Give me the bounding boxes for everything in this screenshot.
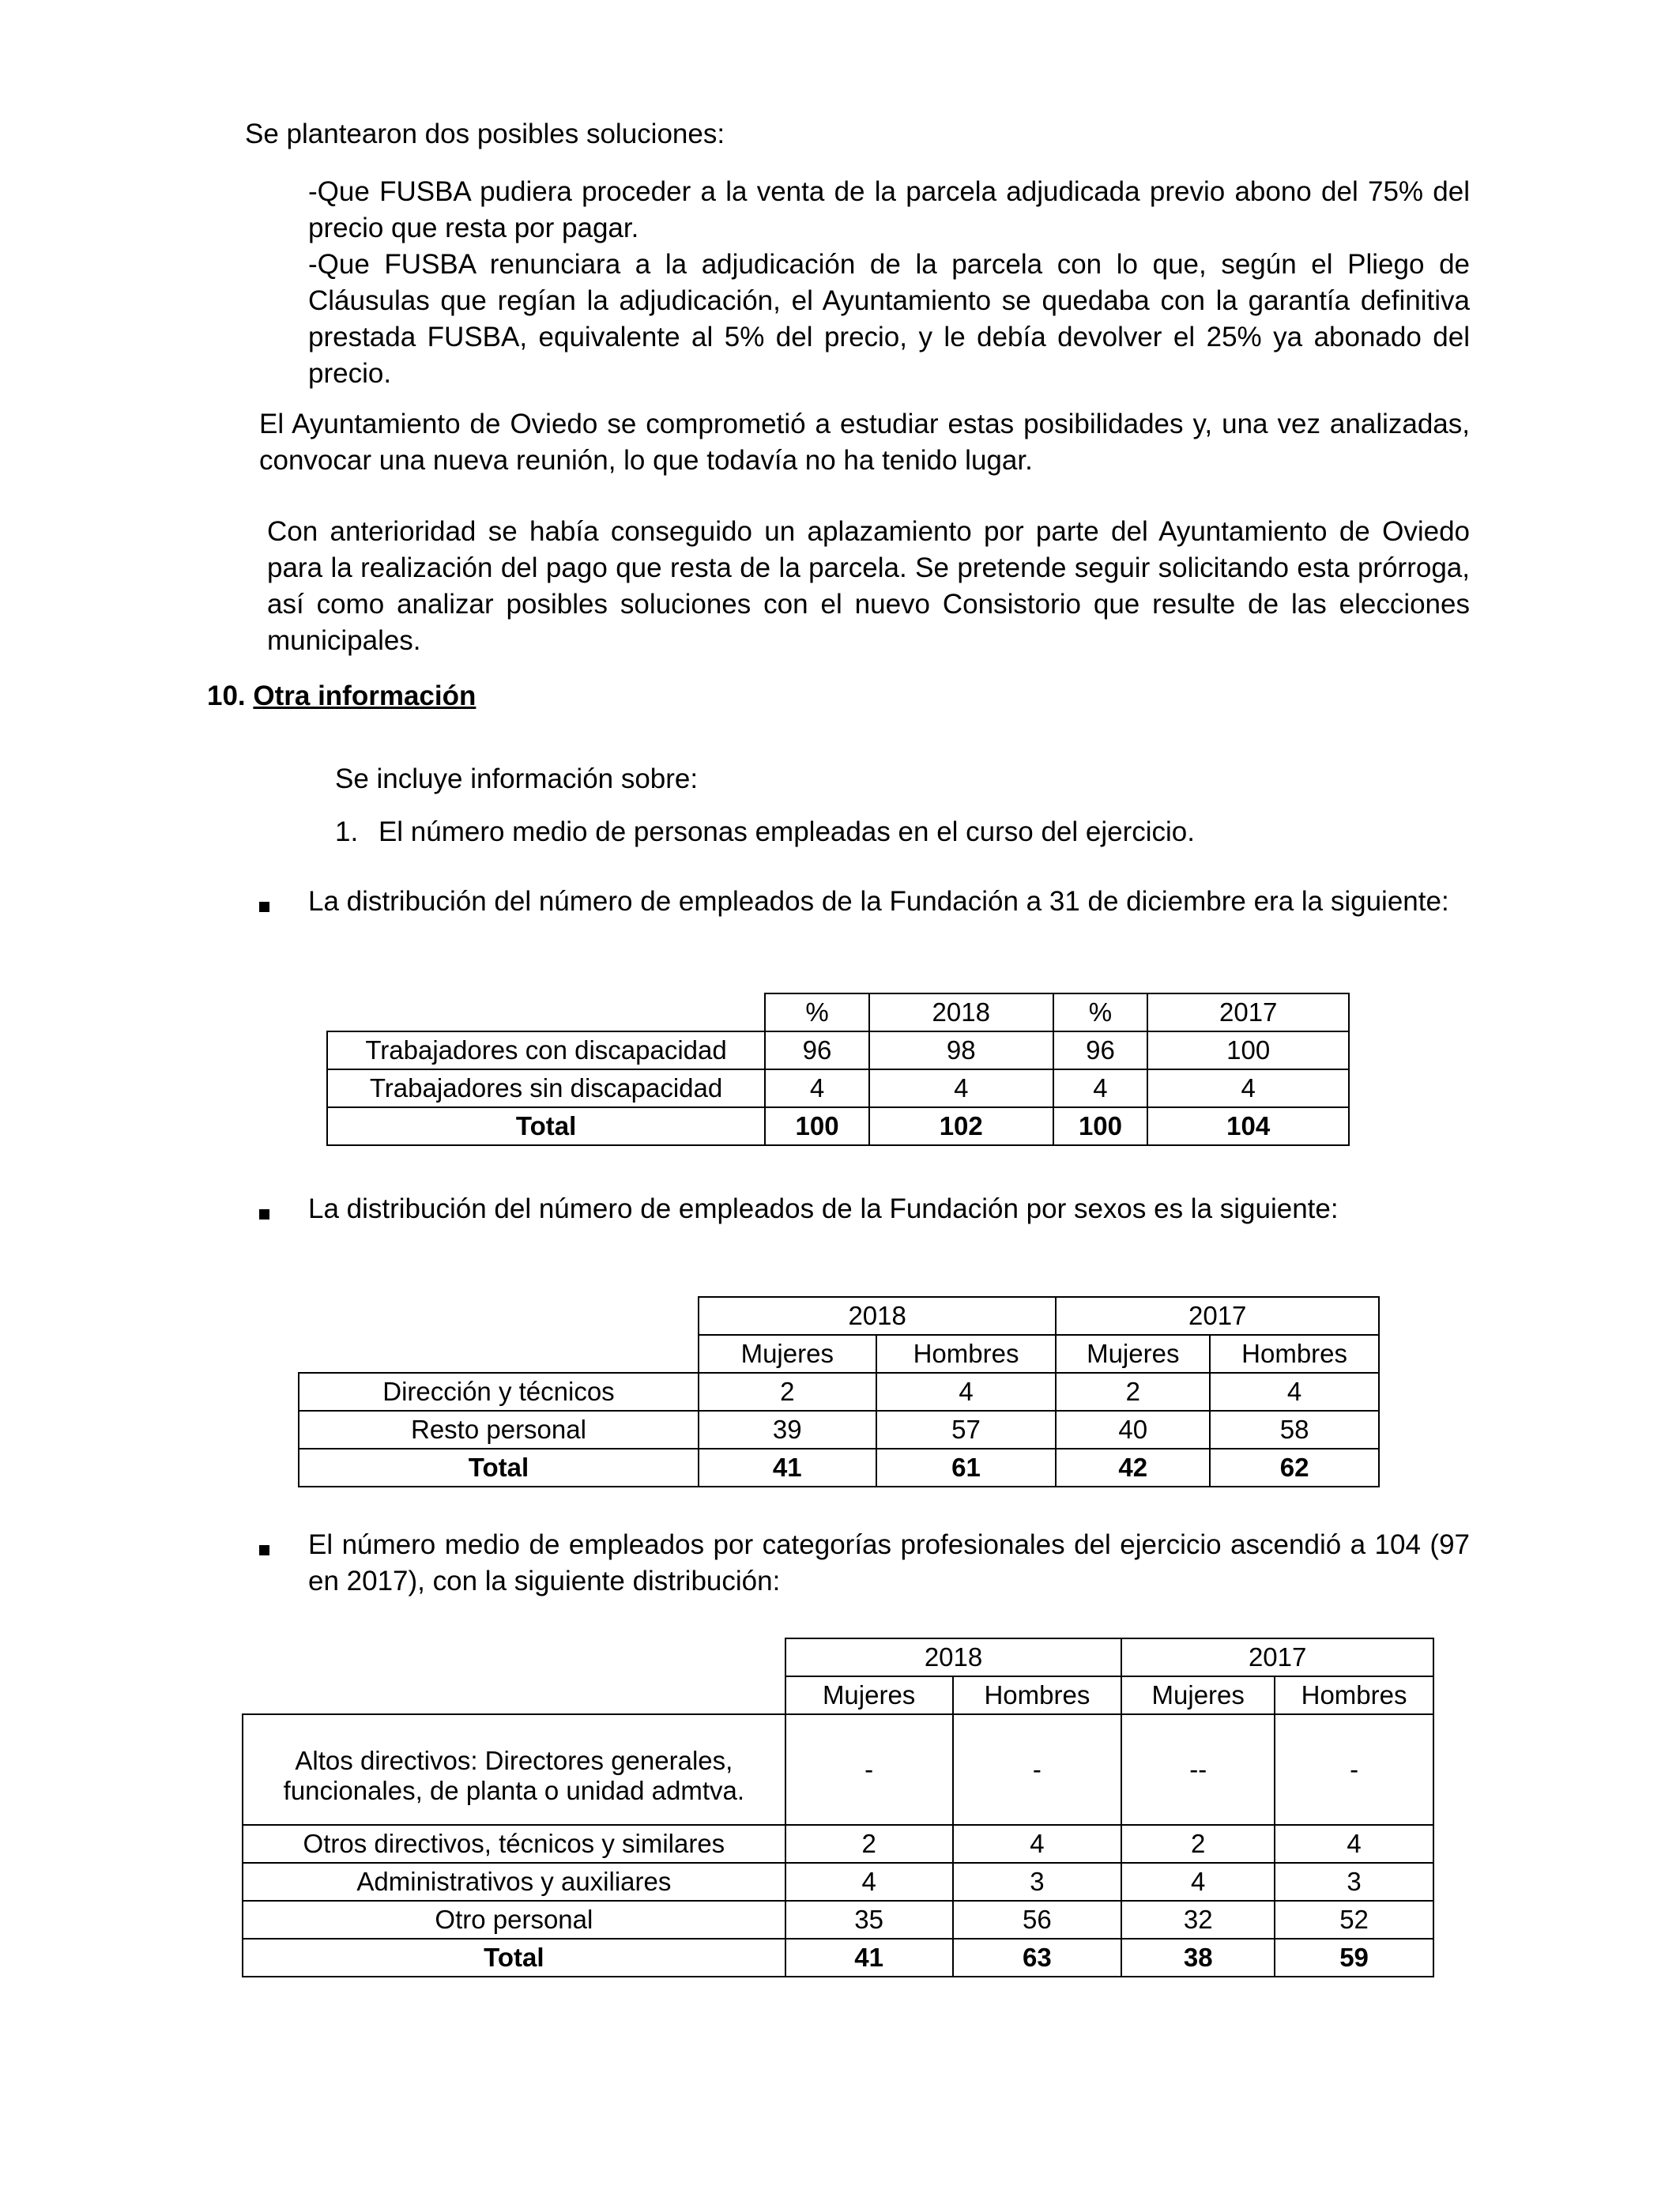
section-number: 10. — [207, 680, 246, 711]
intro-lead: Se plantearon dos posibles soluciones: — [245, 119, 725, 149]
total-cell: 41 — [785, 1939, 953, 1977]
cell: 40 — [1056, 1411, 1210, 1449]
cell: 100 — [1147, 1031, 1349, 1069]
year-header: 2017 — [1056, 1297, 1379, 1335]
square-bullet-icon — [259, 1209, 269, 1220]
cell: 35 — [785, 1901, 953, 1939]
total-cell: 102 — [869, 1107, 1053, 1145]
total-cell: 63 — [953, 1939, 1122, 1977]
cell: 58 — [1210, 1411, 1379, 1449]
cell: 4 — [1147, 1069, 1349, 1107]
total-row — [327, 1107, 1349, 1145]
section-heading — [207, 678, 476, 714]
table-employees-gender — [298, 1296, 1380, 1487]
table-corner — [299, 1297, 699, 1335]
cell: - — [1275, 1714, 1433, 1825]
cell: 4 — [876, 1373, 1057, 1411]
square-bullet-icon — [259, 1545, 269, 1555]
cell: 4 — [765, 1069, 869, 1107]
cell: 98 — [869, 1031, 1053, 1069]
option-2: -Que FUSBA renunciara a la adjudicación de la parcela con lo que, según el Pliego de Cláusulas que regían la adjudicación, el Ayuntamiento se quedaba con la garantía definitiva prestada FUSBA, equivalente al 5% del precio, y le debía devolver el 25% ya abonado del precio. — [308, 249, 1470, 389]
total-cell: 61 — [876, 1449, 1057, 1487]
subheader-cell: Hombres — [1210, 1335, 1379, 1373]
row-label: Dirección y técnicos — [299, 1373, 699, 1411]
total-cell: 104 — [1147, 1107, 1349, 1145]
table-row — [243, 1714, 1433, 1825]
cell: 4 — [869, 1069, 1053, 1107]
cell: - — [953, 1714, 1122, 1825]
cell: 56 — [953, 1901, 1122, 1939]
cell: 4 — [1275, 1825, 1433, 1863]
total-cell: 42 — [1056, 1449, 1210, 1487]
cell: 3 — [1275, 1863, 1433, 1901]
cell: 2 — [1121, 1825, 1275, 1863]
table-corner — [327, 993, 765, 1031]
subheader-cell: Hombres — [1275, 1676, 1433, 1714]
cell: 52 — [1275, 1901, 1433, 1939]
row-label: Resto personal — [299, 1411, 699, 1449]
item-number: 1. — [335, 816, 359, 847]
row-label-line: funcionales, de planta o unidad admtva. — [283, 1776, 745, 1805]
table-row — [299, 1411, 1379, 1449]
paragraph-2: Con anterioridad se había conseguido un aplazamiento por parte del Ayuntamiento de Oviedo para la realización del pago que resta de la parcela. Se pretende seguir solicitando esta prórroga, así como analizar posibles soluciones con el nuevo Consistorio que resulte de las elecciones municipales. — [267, 516, 1470, 656]
paragraph-1: El Ayuntamiento de Oviedo se comprometió a estudiar estas posibilidades y, una vez analizadas, convocar una nueva reunión, lo que todavía no ha tenido lugar. — [259, 409, 1470, 476]
cell: 96 — [765, 1031, 869, 1069]
total-label: Total — [243, 1939, 785, 1977]
row-label: Otros directivos, técnicos y similares — [243, 1825, 785, 1863]
cell: 2 — [1056, 1373, 1210, 1411]
item-text: El número medio de personas empleadas en el curso del ejercicio. — [378, 816, 1196, 847]
section-title: Otra información — [253, 680, 477, 711]
header-cell: 2018 — [869, 993, 1053, 1031]
total-row — [243, 1939, 1433, 1977]
square-bullet-icon — [259, 902, 269, 912]
cell: 4 — [1053, 1069, 1148, 1107]
table-row — [243, 1825, 1433, 1863]
table-employees-disability — [326, 993, 1350, 1146]
year-header: 2017 — [1121, 1638, 1433, 1676]
subheader-cell: Mujeres — [699, 1335, 876, 1373]
table-employees-category — [242, 1638, 1434, 1977]
table-row — [327, 1031, 1349, 1069]
table-row — [243, 1863, 1433, 1901]
cell: -- — [1121, 1714, 1275, 1825]
cell: - — [785, 1714, 953, 1825]
table-corner — [243, 1638, 785, 1676]
cell: 2 — [785, 1825, 953, 1863]
table-row — [299, 1373, 1379, 1411]
table-row — [243, 1901, 1433, 1939]
cell: 4 — [953, 1825, 1122, 1863]
total-cell: 100 — [1053, 1107, 1148, 1145]
row-label: Trabajadores con discapacidad — [327, 1031, 765, 1069]
header-cell: % — [1053, 993, 1148, 1031]
cell: 32 — [1121, 1901, 1275, 1939]
option-1: -Que FUSBA pudiera proceder a la venta de la parcela adjudicada previo abono del 75% del precio que resta por pagar. — [308, 176, 1470, 243]
total-cell: 41 — [699, 1449, 876, 1487]
table-row — [327, 1069, 1349, 1107]
table1-intro: La distribución del número de empleados de la Fundación a 31 de diciembre era la siguiente: — [308, 886, 1449, 917]
table3-intro: El número medio de empleados por categorías profesionales del ejercicio ascendió a 104 (97 en 2017), con la siguiente distribución: — [308, 1529, 1470, 1596]
section-lead: Se incluye información sobre: — [335, 763, 699, 794]
total-row — [299, 1449, 1379, 1487]
total-cell: 100 — [765, 1107, 869, 1145]
total-label: Total — [299, 1449, 699, 1487]
cell: 39 — [699, 1411, 876, 1449]
table-corner — [243, 1676, 785, 1714]
row-label-line: Altos directivos: Directores generales, — [295, 1746, 733, 1775]
cell: 57 — [876, 1411, 1057, 1449]
row-label: Administrativos y auxiliares — [243, 1863, 785, 1901]
cell: 4 — [1210, 1373, 1379, 1411]
cell: 96 — [1053, 1031, 1148, 1069]
total-cell: 59 — [1275, 1939, 1433, 1977]
subheader-cell: Mujeres — [1056, 1335, 1210, 1373]
row-label — [243, 1714, 785, 1825]
cell: 4 — [1121, 1863, 1275, 1901]
total-cell: 62 — [1210, 1449, 1379, 1487]
year-header: 2018 — [699, 1297, 1056, 1335]
total-label: Total — [327, 1107, 765, 1145]
subheader-cell: Mujeres — [1121, 1676, 1275, 1714]
row-label: Trabajadores sin discapacidad — [327, 1069, 765, 1107]
section-item-1 — [335, 814, 1195, 850]
table-corner — [299, 1335, 699, 1373]
total-cell: 38 — [1121, 1939, 1275, 1977]
row-label: Otro personal — [243, 1901, 785, 1939]
table2-intro: La distribución del número de empleados de la Fundación por sexos es la siguiente: — [308, 1193, 1339, 1224]
subheader-cell: Hombres — [876, 1335, 1057, 1373]
header-cell: % — [765, 993, 869, 1031]
year-header: 2018 — [785, 1638, 1122, 1676]
subheader-cell: Mujeres — [785, 1676, 953, 1714]
header-cell: 2017 — [1147, 993, 1349, 1031]
cell: 3 — [953, 1863, 1122, 1901]
subheader-cell: Hombres — [953, 1676, 1122, 1714]
cell: 2 — [699, 1373, 876, 1411]
cell: 4 — [785, 1863, 953, 1901]
